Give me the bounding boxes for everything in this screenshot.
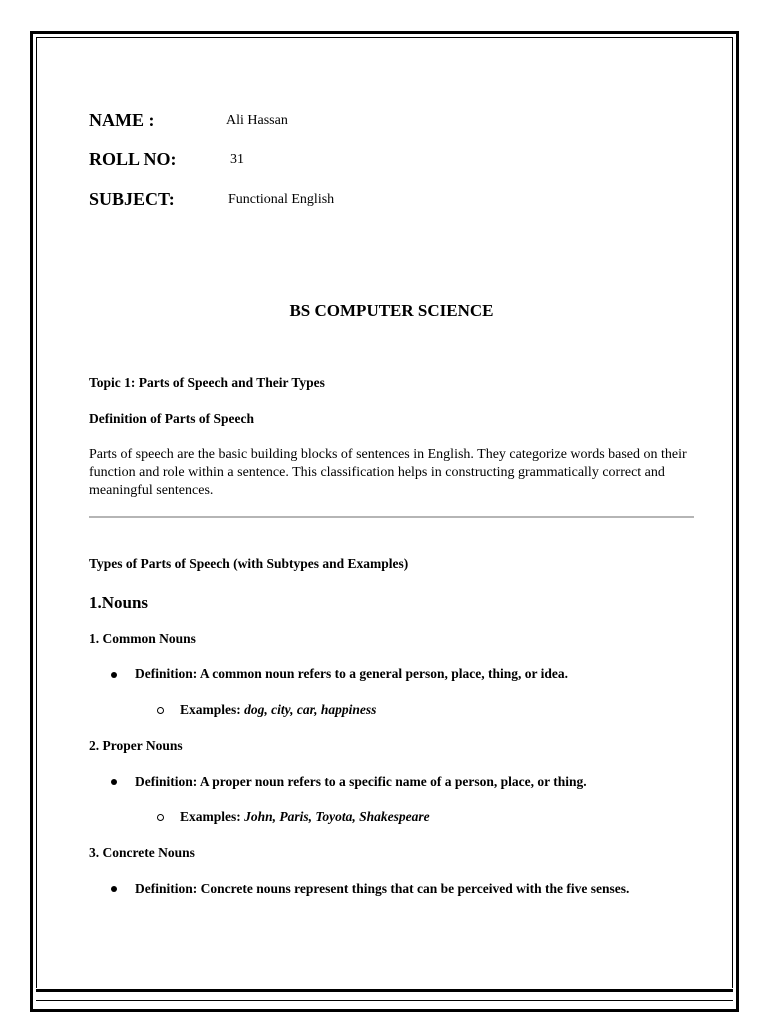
subtype-examples	[180, 702, 376, 718]
examples-items: John, Paris, Toyota, Shakespeare	[244, 809, 430, 824]
topic-heading: Topic 1: Parts of Speech and Their Types	[89, 375, 325, 390]
examples-label: Examples:	[180, 702, 241, 717]
subject-label: SUBJECT:	[89, 189, 175, 209]
name-label: NAME :	[89, 110, 155, 130]
nouns-heading: 1.Nouns	[89, 593, 149, 612]
subject-value: Functional English	[228, 192, 335, 207]
definition-heading: Definition of Parts of Speech	[89, 411, 254, 426]
bullet-icon	[111, 672, 117, 678]
department-title: BS COMPUTER SCIENCE	[289, 301, 494, 320]
subtype-heading: 1. Common Nouns	[89, 631, 196, 646]
subtype-definition: Definition: A common noun refers to a general person, place, thing, or idea.	[135, 666, 568, 681]
name-value: Ali Hassan	[226, 113, 288, 128]
definition-paragraph: Parts of speech are the basic building blocks of sentences in English. They categorize words based on their function and role within a sentence. This classification helps in constructing grammatically correct and meaningful sentences.	[89, 447, 687, 498]
bullet-icon	[111, 779, 117, 785]
subtype-examples	[180, 809, 430, 825]
page-border-bottom	[36, 989, 733, 1001]
section-divider	[89, 516, 694, 518]
roll-value: 31	[230, 152, 244, 167]
circle-bullet-icon	[157, 707, 164, 714]
circle-bullet-icon	[157, 814, 164, 821]
subtype-definition: Definition: A proper noun refers to a specific name of a person, place, or thing.	[135, 774, 587, 789]
types-heading: Types of Parts of Speech (with Subtypes and Examples)	[89, 556, 409, 571]
subtype-heading: 2. Proper Nouns	[89, 738, 183, 753]
subtype-definition: Definition: Concrete nouns represent things that can be perceived with the five senses.	[135, 881, 630, 896]
subtype-heading: 3. Concrete Nouns	[89, 845, 195, 860]
examples-label: Examples:	[180, 809, 241, 824]
examples-items: dog, city, car, happiness	[244, 702, 377, 717]
roll-label: ROLL NO:	[89, 149, 177, 169]
bullet-icon	[111, 886, 117, 892]
